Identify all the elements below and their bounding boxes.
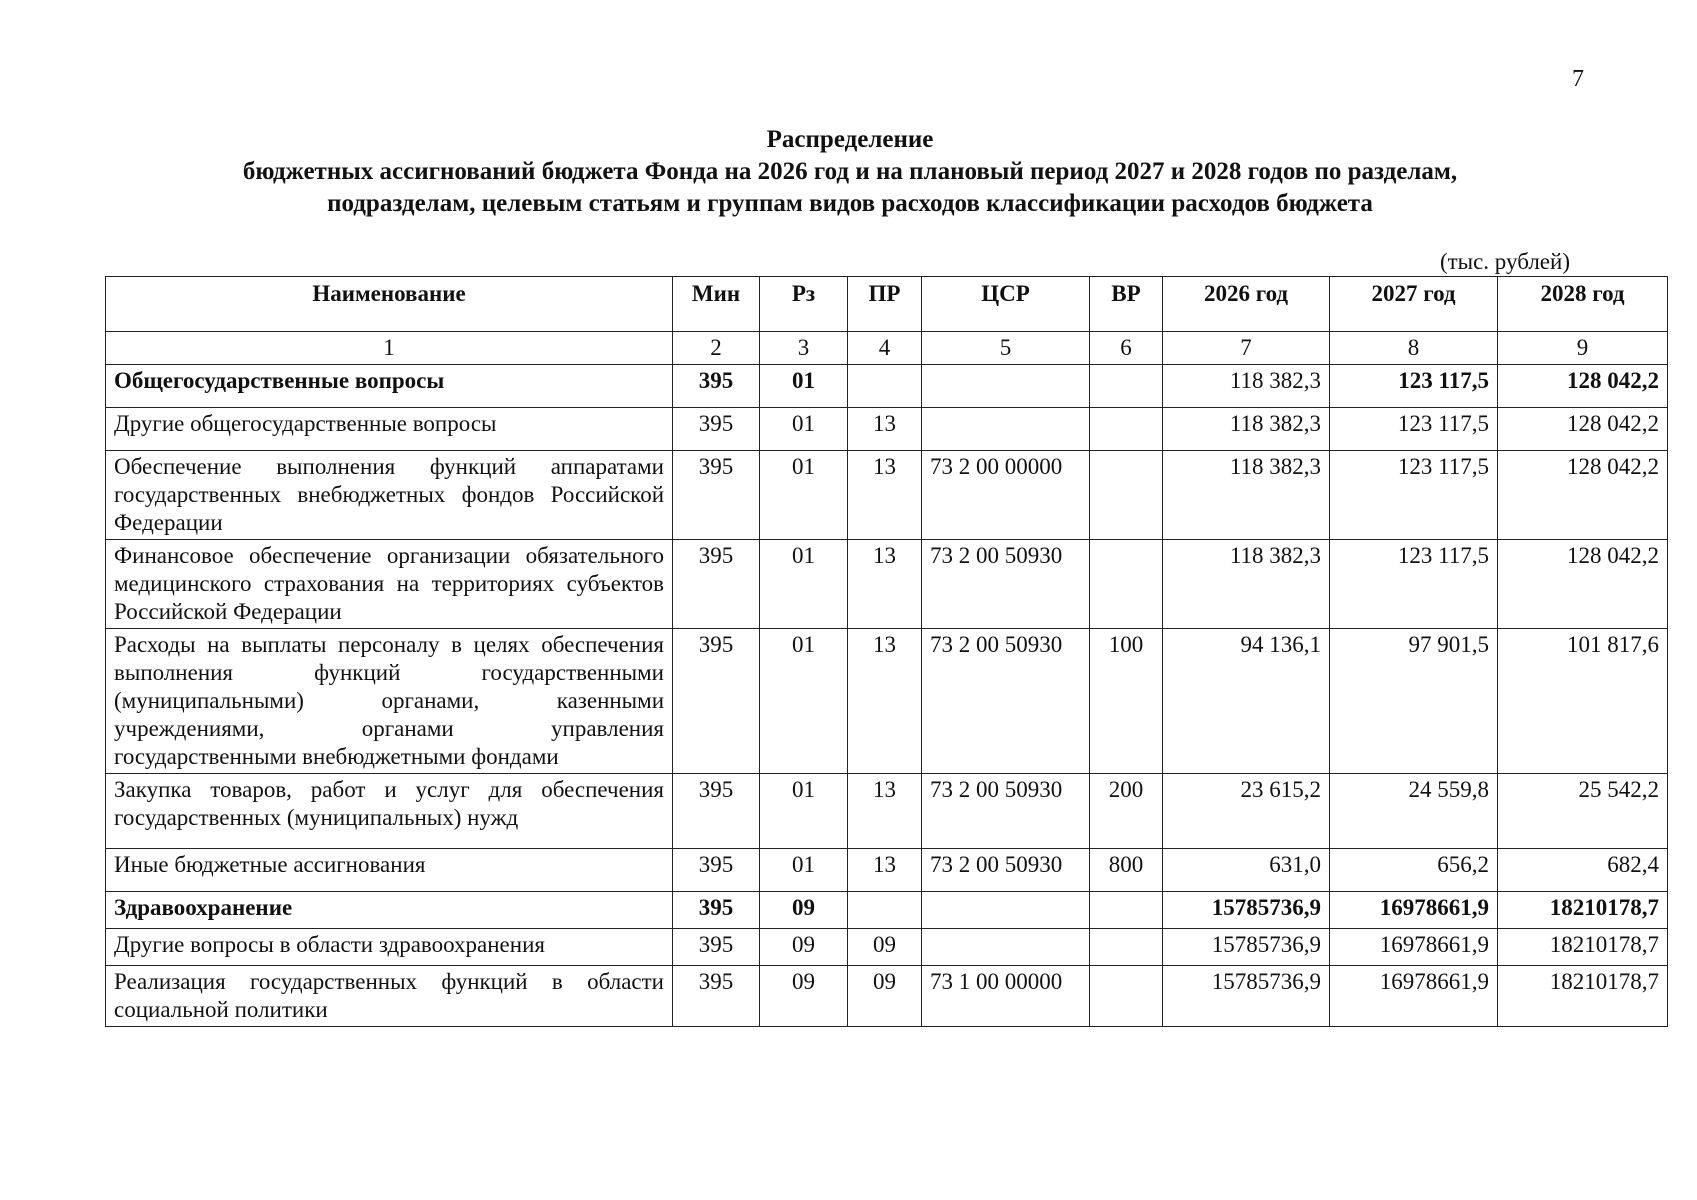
row-2026: 15785736,9	[1163, 929, 1330, 966]
row-vr: 200	[1090, 774, 1163, 849]
row-2028: 128 042,2	[1498, 365, 1668, 408]
row-rz: 09	[760, 966, 848, 1027]
row-2026: 23 615,2	[1163, 774, 1330, 849]
row-2027: 123 117,5	[1330, 365, 1498, 408]
row-2028: 18210178,7	[1498, 966, 1668, 1027]
row-2028: 682,4	[1498, 849, 1668, 892]
row-2026: 118 382,3	[1163, 451, 1330, 540]
row-2027: 97 901,5	[1330, 629, 1498, 774]
row-min: 395	[673, 929, 760, 966]
document-title	[100, 124, 1600, 220]
row-2026: 631,0	[1163, 849, 1330, 892]
table-row	[106, 966, 1668, 1027]
row-vr: 100	[1090, 629, 1163, 774]
row-min: 395	[673, 365, 760, 408]
row-rz: 01	[760, 849, 848, 892]
row-pr: 13	[848, 451, 922, 540]
header-rz: Рз	[760, 277, 848, 332]
column-number: 6	[1090, 332, 1163, 365]
row-2028: 101 817,6	[1498, 629, 1668, 774]
row-rz: 09	[760, 929, 848, 966]
header-2026: 2026 год	[1163, 277, 1330, 332]
row-name: Закупка товаров, работ и услуг для обеспечения государственных (муниципальных) нужд	[106, 774, 673, 849]
table-row	[106, 408, 1668, 451]
header-2028: 2028 год	[1498, 277, 1668, 332]
row-rz: 09	[760, 892, 848, 929]
row-min: 395	[673, 451, 760, 540]
page-number: 7	[1572, 66, 1584, 92]
row-csr: 73 2 00 50930	[922, 540, 1090, 629]
row-2028: 128 042,2	[1498, 451, 1668, 540]
row-pr: 09	[848, 929, 922, 966]
column-number-row	[106, 332, 1668, 365]
row-min: 395	[673, 849, 760, 892]
row-pr: 13	[848, 774, 922, 849]
row-2027: 123 117,5	[1330, 451, 1498, 540]
row-csr: 73 2 00 50930	[922, 849, 1090, 892]
row-2028: 18210178,7	[1498, 892, 1668, 929]
row-2027: 16978661,9	[1330, 892, 1498, 929]
row-min: 395	[673, 966, 760, 1027]
row-2026: 15785736,9	[1163, 966, 1330, 1027]
row-rz: 01	[760, 629, 848, 774]
row-pr: 13	[848, 540, 922, 629]
title-line-1: Распределение	[766, 126, 934, 153]
row-2026: 94 136,1	[1163, 629, 1330, 774]
table-row	[106, 892, 1668, 929]
row-2027: 16978661,9	[1330, 929, 1498, 966]
row-rz: 01	[760, 408, 848, 451]
table-row	[106, 849, 1668, 892]
table-row	[106, 540, 1668, 629]
column-number: 2	[673, 332, 760, 365]
row-csr: 73 2 00 50930	[922, 774, 1090, 849]
row-pr: 13	[848, 629, 922, 774]
row-2026: 15785736,9	[1163, 892, 1330, 929]
row-vr	[1090, 929, 1163, 966]
row-2027: 24 559,8	[1330, 774, 1498, 849]
row-vr	[1090, 892, 1163, 929]
row-name: Расходы на выплаты персоналу в целях обеспечения выполнения функций государственными (муниципальными) органами, казенными учреждениями, органами управления государственными внебюджетными фондами	[106, 629, 673, 774]
row-vr	[1090, 365, 1163, 408]
row-2027: 656,2	[1330, 849, 1498, 892]
header-row	[106, 277, 1668, 332]
header-2027: 2027 год	[1330, 277, 1498, 332]
row-min: 395	[673, 629, 760, 774]
header-min: Мин	[673, 277, 760, 332]
row-vr: 800	[1090, 849, 1163, 892]
row-csr: 73 2 00 00000	[922, 451, 1090, 540]
row-pr	[848, 365, 922, 408]
table-row	[106, 451, 1668, 540]
column-number: 9	[1498, 332, 1668, 365]
row-name: Другие вопросы в области здравоохранения	[106, 929, 673, 966]
row-vr	[1090, 966, 1163, 1027]
row-2026: 118 382,3	[1163, 540, 1330, 629]
row-2027: 16978661,9	[1330, 966, 1498, 1027]
row-vr	[1090, 540, 1163, 629]
row-2028: 18210178,7	[1498, 929, 1668, 966]
row-csr	[922, 365, 1090, 408]
row-min: 395	[673, 892, 760, 929]
row-rz: 01	[760, 451, 848, 540]
table-row	[106, 774, 1668, 849]
title-line-3: подразделам, целевым статьям и группам видов расходов классификации расходов бюджета	[327, 190, 1373, 217]
column-number: 8	[1330, 332, 1498, 365]
units-label: (тыс. рублей)	[1439, 249, 1570, 274]
row-min: 395	[673, 408, 760, 451]
row-rz: 01	[760, 365, 848, 408]
row-rz: 01	[760, 540, 848, 629]
table-row	[106, 629, 1668, 774]
row-2026: 118 382,3	[1163, 408, 1330, 451]
row-csr	[922, 408, 1090, 451]
row-csr: 73 1 00 00000	[922, 966, 1090, 1027]
row-name: Финансовое обеспечение организации обязательного медицинского страхования на территориях субъектов Российской Федерации	[106, 540, 673, 629]
row-name: Общегосударственные вопросы	[106, 365, 673, 408]
row-2028: 128 042,2	[1498, 540, 1668, 629]
row-2028: 25 542,2	[1498, 774, 1668, 849]
row-min: 395	[673, 774, 760, 849]
header-pr: ПР	[848, 277, 922, 332]
table-row	[106, 365, 1668, 408]
header-csr: ЦСР	[922, 277, 1090, 332]
row-name: Реализация государственных функций в области социальной политики	[106, 966, 673, 1027]
title-line-2: бюджетных ассигнований бюджета Фонда на 2026 год и на плановый период 2027 и 2028 годов по разделам,	[242, 158, 1458, 185]
header-name: Наименование	[106, 277, 673, 332]
row-vr	[1090, 408, 1163, 451]
column-number: 3	[760, 332, 848, 365]
row-2026: 118 382,3	[1163, 365, 1330, 408]
row-2027: 123 117,5	[1330, 540, 1498, 629]
row-2027: 123 117,5	[1330, 408, 1498, 451]
row-pr: 13	[848, 408, 922, 451]
header-vr: ВР	[1090, 277, 1163, 332]
row-rz: 01	[760, 774, 848, 849]
column-number: 4	[848, 332, 922, 365]
column-number: 7	[1163, 332, 1330, 365]
column-number: 5	[922, 332, 1090, 365]
budget-table	[105, 276, 1668, 1027]
row-name: Здравоохранение	[106, 892, 673, 929]
row-pr: 09	[848, 966, 922, 1027]
row-pr: 13	[848, 849, 922, 892]
row-csr: 73 2 00 50930	[922, 629, 1090, 774]
row-name: Другие общегосударственные вопросы	[106, 408, 673, 451]
column-number: 1	[106, 332, 673, 365]
table-row	[106, 929, 1668, 966]
row-csr	[922, 892, 1090, 929]
row-pr	[848, 892, 922, 929]
row-vr	[1090, 451, 1163, 540]
row-name: Иные бюджетные ассигнования	[106, 849, 673, 892]
row-csr	[922, 929, 1090, 966]
row-name: Обеспечение выполнения функций аппаратами государственных внебюджетных фондов Российской Федерации	[106, 451, 673, 540]
row-2028: 128 042,2	[1498, 408, 1668, 451]
row-min: 395	[673, 540, 760, 629]
